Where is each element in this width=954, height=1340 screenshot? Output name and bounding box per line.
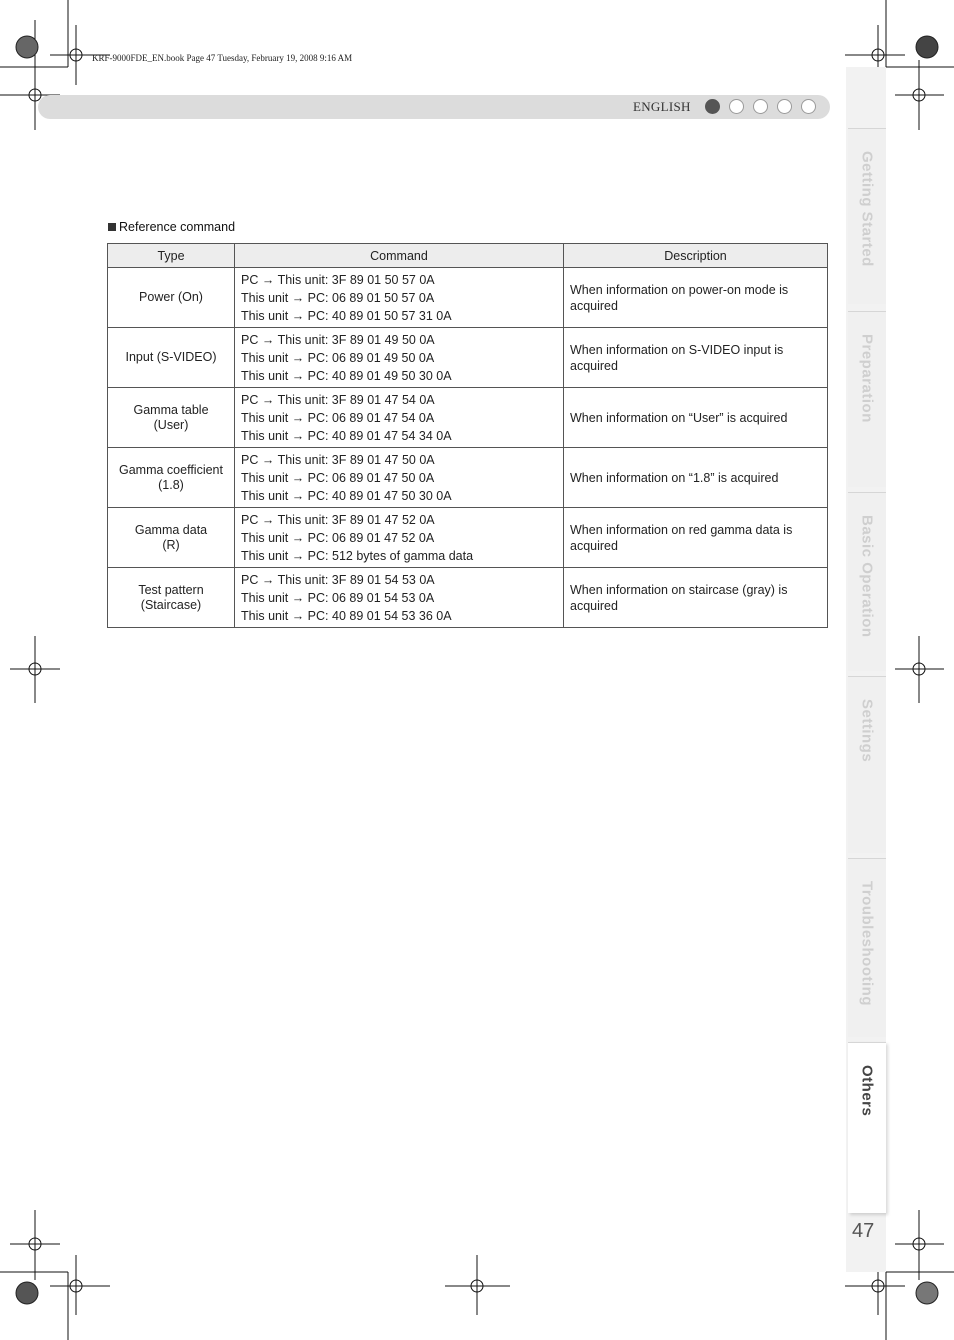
- side-tab-others[interactable]: [848, 1042, 886, 1213]
- side-tab-label: Settings: [858, 699, 876, 763]
- side-tab-getting-started[interactable]: [848, 128, 886, 304]
- table-row: [108, 568, 828, 628]
- side-tab-basic-operation[interactable]: [848, 492, 886, 671]
- command-cell: [235, 268, 564, 328]
- command-line: This unit → PC: 06 89 01 47 52 0A: [241, 530, 435, 545]
- description-cell: When information on S-VIDEO input is acquired: [564, 328, 828, 388]
- header-type: Type: [108, 244, 235, 268]
- command-line: PC → This unit: 3F 89 01 49 50 0A: [241, 332, 435, 347]
- command-line: PC → This unit: 3F 89 01 47 54 0A: [241, 392, 435, 407]
- reference-command-table: [107, 243, 828, 628]
- command-line: This unit → PC: 40 89 01 49 50 30 0A: [241, 368, 452, 383]
- page-number: 47: [852, 1220, 875, 1242]
- command-cell: [235, 508, 564, 568]
- printer-slug-line: KRF-9000FDE_EN.book Page 47 Tuesday, February 19, 2008 9:16 AM: [92, 53, 353, 63]
- command-line: This unit → PC: 06 89 01 50 57 0A: [241, 290, 435, 305]
- type-cell: [108, 388, 235, 448]
- command-line: PC → This unit: 3F 89 01 47 50 0A: [241, 452, 435, 467]
- type-cell: [108, 508, 235, 568]
- type-text: Input (S-VIDEO): [125, 350, 217, 364]
- side-tab-label: Others: [858, 1065, 876, 1117]
- section-heading: [108, 220, 235, 234]
- side-tab-label: Basic Operation: [858, 515, 876, 638]
- command-line: This unit → PC: 06 89 01 47 50 0A: [241, 470, 435, 485]
- command-cell: [235, 568, 564, 628]
- command-line: This unit → PC: 40 89 01 47 50 30 0A: [241, 488, 452, 503]
- type-text: Gamma coefficient: [119, 462, 223, 477]
- side-tab-troubleshooting[interactable]: [848, 858, 886, 1037]
- command-line: PC → This unit: 3F 89 01 50 57 0A: [241, 272, 435, 287]
- type-cell: [108, 328, 235, 388]
- command-line: This unit → PC: 40 89 01 47 54 34 0A: [241, 428, 452, 443]
- type-text: Gamma table: [133, 402, 209, 417]
- progress-dot: [801, 99, 816, 114]
- command-line: PC → This unit: 3F 89 01 47 52 0A: [241, 512, 435, 527]
- command-cell: [235, 328, 564, 388]
- command-line: PC → This unit: 3F 89 01 54 53 0A: [241, 572, 435, 587]
- command-line: This unit → PC: 512 bytes of gamma data: [241, 548, 474, 563]
- type-cell: [108, 268, 235, 328]
- command-line: This unit → PC: 06 89 01 49 50 0A: [241, 350, 435, 365]
- command-line: This unit → PC: 40 89 01 50 57 31 0A: [241, 308, 452, 323]
- command-line: This unit → PC: 06 89 01 47 54 0A: [241, 410, 435, 425]
- side-tab-label: Preparation: [858, 334, 876, 423]
- side-tab-preparation[interactable]: [848, 311, 886, 487]
- table-row: [108, 268, 828, 328]
- chapter-progress-dots: [705, 99, 816, 114]
- description-cell: When information on “1.8” is acquired: [564, 448, 828, 508]
- description-cell: When information on staircase (gray) is acquired: [564, 568, 828, 628]
- table-row: [108, 508, 828, 568]
- progress-dot: [729, 99, 744, 114]
- square-bullet-icon: [108, 223, 116, 231]
- header-command: Command: [235, 244, 564, 268]
- command-cell: [235, 448, 564, 508]
- table-row: [108, 328, 828, 388]
- type-text: (User): [153, 417, 189, 432]
- description-cell: When information on power-on mode is acquired: [564, 268, 828, 328]
- type-text: Gamma data: [134, 522, 208, 537]
- language-label: ENGLISH: [633, 99, 691, 114]
- side-tab-label: Troubleshooting: [858, 881, 876, 1006]
- description-cell: When information on “User” is acquired: [564, 388, 828, 448]
- progress-dot: [753, 99, 768, 114]
- type-text: (1.8): [158, 477, 184, 492]
- type-text: (Staircase): [140, 597, 202, 612]
- table-row: [108, 388, 828, 448]
- type-text: (R): [162, 537, 180, 552]
- type-text: Test pattern: [138, 582, 204, 597]
- command-line: This unit → PC: 40 89 01 54 53 36 0A: [241, 608, 452, 623]
- side-tab-label: Getting Started: [858, 151, 876, 267]
- header-description: Description: [564, 244, 828, 268]
- description-cell: When information on red gamma data is acquired: [564, 508, 828, 568]
- type-cell: [108, 448, 235, 508]
- progress-dot: [777, 99, 792, 114]
- table-header-row: [108, 244, 828, 268]
- type-text: Power (On): [139, 290, 203, 304]
- table-row: [108, 448, 828, 508]
- command-line: This unit → PC: 06 89 01 54 53 0A: [241, 590, 435, 605]
- progress-dot: [705, 99, 720, 114]
- command-cell: [235, 388, 564, 448]
- side-tab-settings[interactable]: [848, 676, 886, 853]
- section-title: Reference command: [119, 220, 236, 234]
- type-cell: [108, 568, 235, 628]
